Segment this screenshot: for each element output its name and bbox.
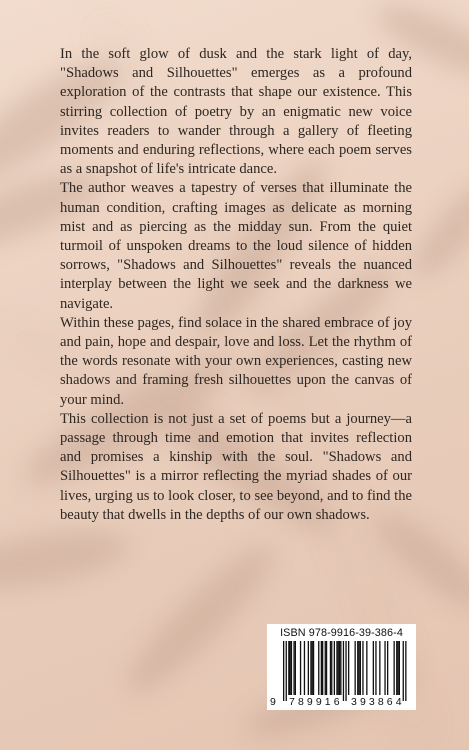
barcode-bar (313, 641, 314, 695)
isbn-left-digits: 789916 (289, 696, 343, 708)
barcode-guard-bar (286, 641, 287, 701)
isbn-right-digits: 393864 (351, 696, 405, 708)
blurb-paragraph-4: This collection is not just a set of poems but a journey—a passage through time and emotion that invites reflection and promises a kinship with the soul. "Shadows and Silhouettes" is a mirror reflecting the myriad shades of our lives, urging us to look closer, to see beyond, and to find the beauty that dwells in the depths of our own shadows. (60, 410, 412, 523)
barcode-bar (362, 641, 363, 695)
barcode-bar (396, 641, 397, 695)
barcode-bar (394, 641, 395, 695)
barcode-guard-bar (345, 641, 346, 701)
barcode-bar (318, 641, 319, 695)
barcode-bar (288, 641, 289, 695)
barcode-bar (348, 641, 349, 695)
blurb-paragraph-3: Within these pages, find solace in the shared embrace of joy and pain, hope and despair, love and loss. Let the rhythm of the words resonate with your own experiences, casting new shadows and framing fresh silhouettes upon the canvas of your mind. (60, 314, 412, 408)
barcode-guard-bar (403, 641, 404, 701)
barcode-bar (397, 641, 398, 695)
barcode-bar (366, 641, 367, 695)
barcode-guard-bar (343, 641, 344, 701)
barcode-bar (326, 641, 327, 695)
barcode-bar (387, 641, 388, 695)
barcode-bar (340, 641, 341, 695)
barcode-bar (295, 641, 296, 695)
barcode-bar (355, 641, 356, 695)
barcode-bar (339, 641, 340, 695)
barcode-bar (336, 641, 337, 695)
barcode-bar (375, 641, 376, 695)
barcode-bar (334, 641, 335, 695)
barcode-bar (308, 641, 309, 695)
barcode-bar (357, 641, 358, 695)
barcode-bar (373, 641, 374, 695)
isbn-lead-digit: 9 (270, 696, 276, 708)
barcode-bar (304, 641, 305, 695)
barcode-bar (399, 641, 400, 695)
barcode-bar (330, 641, 331, 695)
blurb-text (60, 45, 412, 525)
barcode-bar (338, 641, 339, 695)
barcode-bar (310, 641, 311, 695)
barcode-bar (300, 641, 301, 695)
barcode-bar (291, 641, 292, 695)
barcode-bar (331, 641, 332, 695)
isbn-label: ISBN 978-9916-39-386-4 (280, 627, 403, 639)
blurb-paragraph-1: In the soft glow of dusk and the stark light of day, "Shadows and Silhouettes" emerges as a profound exploration of the contrasts that shape our existence. This stirring collection of poetry by an enigmatic new voice invites readers to wander through a gallery of fleeting moments and enduring reflections, where each poem serves as a snapshot of life's intricate dance. (60, 46, 412, 178)
barcode-bar (358, 641, 359, 695)
isbn-barcode (267, 624, 416, 710)
barcode-bar (290, 641, 291, 695)
barcode-guard-bar (283, 641, 284, 701)
barcode-bar (325, 641, 326, 695)
barcode-bar (384, 641, 385, 695)
barcode-bar (321, 641, 322, 695)
barcode-bar (293, 641, 294, 695)
barcode-bar (360, 641, 361, 695)
barcode-bar (322, 641, 323, 695)
barcode-bar (379, 641, 380, 695)
barcode-bar (312, 641, 313, 695)
barcode-guard-bar (405, 641, 406, 701)
blurb-paragraph-2: The author weaves a tapestry of verses that illuminate the human condition, crafting images as delicate as morning mist and as piercing as the midday sun. From the quiet turmoil of unspoken dreams to the loud silence of hidden sorrows, "Shadows and Silhouettes" reveals the nuanced interplay between the light we seek and the darkness we navigate. (60, 180, 412, 312)
barcode-bars (275, 641, 408, 703)
